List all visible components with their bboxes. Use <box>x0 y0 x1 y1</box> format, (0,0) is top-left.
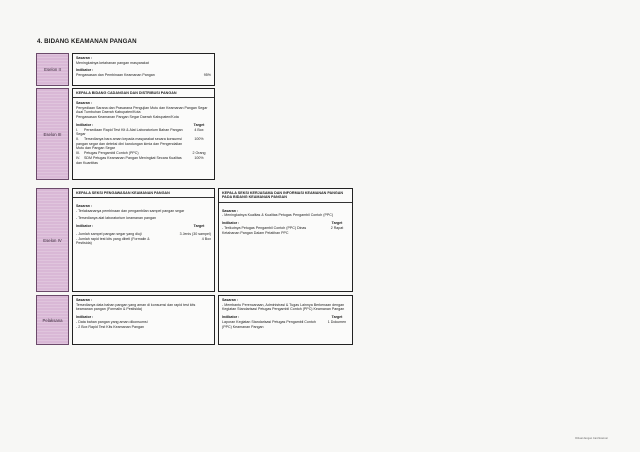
eselon-2-sasaran: Meningkatnya ketahanan pangan masyarakat <box>76 60 149 65</box>
eselon-4-left-ind-2-target: 4 Box <box>201 236 211 241</box>
eselon-3-indikator-label: Indikator : <box>76 122 94 127</box>
label-eselon-2 <box>36 53 69 86</box>
eselon-4-left-target-label: Target <box>193 224 205 229</box>
pelaksana-left-ind-1: - Data bahan pangan yang aman dikonsumsi <box>76 319 148 324</box>
eselon-3-target-label: Target <box>193 122 205 127</box>
label-eselon-4 <box>36 188 69 292</box>
eselon-3-item: III. Petugas Pengambil Contoh (PPC) 2 Orang <box>76 151 206 156</box>
pelaksana-right-sasaran-label: Sasaran : <box>222 298 239 302</box>
eselon-3-sasaran-1: Penyediaan Sarana dan Prasarana Pengujian Mutu dan Keamanan Pangan Segar Asal Tumbuhan Daerah Kabupaten/Kota <box>76 105 208 115</box>
eselon-4-left-ind-2: - Jumlah rapid test kits yang dibeli (Formalin & Pestisida) <box>76 236 150 246</box>
label-eselon-2-text: Eselon II <box>44 67 61 72</box>
eselon-3-sasaran-label: Sasaran : <box>76 100 93 105</box>
eselon-4-left-header: KEPALA SEKSI PENGAWASAN KEAMANAN PANGAN <box>73 191 214 198</box>
scanner-footer-note: Dibuat dengan CamScanner <box>575 437 608 440</box>
pelaksana-left-sasaran-1: Tersedianya data bahan pangan yang aman di konsumsi dan rapid test kits keamanan pangan (Formalin & Pestisida) <box>76 302 196 312</box>
eselon-2-indikator-label: Indikator : <box>76 68 94 73</box>
label-eselon-4-text: Eselon IV <box>43 237 62 243</box>
eselon-3-item: I. Persediaan Rapid Test Kit & Alat Laboratorium Bahan Pangan Segar 4 Box <box>76 127 204 137</box>
eselon-2-indikator-target: 95% <box>203 73 211 78</box>
pelaksana-left-ind-2: - 2 Box Rapid Test Kits Keamanan Pangan <box>76 324 145 329</box>
pelaksana-right-target-label: Target <box>331 315 343 320</box>
label-pelaksana <box>36 295 69 345</box>
eselon-3-item: II. Tersedianya bara aman kepada masyarakat secara konsumsi pangan segar dan deteksi dini kandungan kimia dan Pengendalian Mutu dan Pangan Segar 100% <box>76 137 204 151</box>
eselon-4-right-header: KEPALA SEKSI KERJASAMA DAN INFORMASI KEAMANAN PANGAN PADA BIDANG KEAMANAN PANGAN <box>219 191 352 203</box>
eselon-4-right-target-label: Target <box>331 221 343 226</box>
pelaksana-right-box <box>218 295 353 345</box>
pelaksana-left-indikator-label: Indikator : <box>76 315 94 320</box>
eselon-4-right-sasaran-label: Sasaran : <box>222 208 239 213</box>
eselon-4-right-box <box>218 188 353 292</box>
eselon-4-left-box <box>72 188 215 292</box>
pelaksana-right-ind-1-target: 1 Dokumen <box>327 319 347 324</box>
eselon-4-left-ind-1-target: 3 Jenis (30 sampel) <box>179 231 211 236</box>
eselon-2-box <box>72 53 215 86</box>
eselon-3-header: KEPALA BIDANG CADANGAN DAN DISTRIBUSI PANGAN <box>73 91 214 98</box>
eselon-4-left-sasaran-label: Sasaran : <box>76 203 93 208</box>
pelaksana-left-box <box>72 295 215 345</box>
label-eselon-3 <box>36 88 69 180</box>
eselon-4-right-indikator-label: Indikator : <box>222 221 240 226</box>
pelaksana-right-sasaran-1: - Membantu Perencanaan, Administrasi & Tugas Lainnya Berkenaan dengan Kegiatan Standarisasi Petugas Pengambil Contoh (PPC) Keamanan Pangan <box>222 302 345 312</box>
eselon-4-left-ind-1: - Jumlah sampel pangan segar yang diuji <box>76 231 142 236</box>
eselon-4-right-sasaran-1: - Meningkatnya Kualitas & Kualitas Petugas Pengambil Contoh (PPC) <box>222 213 334 218</box>
eselon-4-left-sasaran-1: - Terlaksananya pembinaan dan pengambilan sampel pangan segar <box>76 208 185 213</box>
eselon-4-left-indikator-label: Indikator : <box>76 224 94 229</box>
eselon-3-item: IV. SDM Petugas Keamanan Pangan Meningkat Secara Kualitas dan Kuantitas 100% <box>76 155 204 165</box>
eselon-3-box <box>72 88 215 180</box>
pelaksana-right-ind-1: Laporan Kegiatan Standarisasi Petugas Pengambil Contoh (PPC) Keamanan Pangan <box>222 319 316 329</box>
eselon-2-indikator: Pengawasan dan Pembinaan Keamanan Pangan <box>76 73 155 78</box>
eselon-2-sasaran-label: Sasaran : <box>76 56 93 60</box>
page-title: 4. BIDANG KEAMANAN PANGAN <box>37 38 137 45</box>
label-eselon-3-text: Eselon III <box>43 131 62 137</box>
eselon-3-sasaran-2: Pengawasan Keamanan Pangan Segar Daerah Kabupaten/Kota <box>76 115 179 120</box>
label-pelaksana-text: Pelaksana <box>42 317 63 323</box>
eselon-4-right-ind-1-target: 2 Rapat <box>330 225 344 230</box>
pelaksana-left-sasaran-label: Sasaran : <box>76 298 93 302</box>
eselon-4-left-sasaran-2: - Tersedianya alat laboratorium keamanan pangan <box>76 216 157 221</box>
pelaksana-right-indikator-label: Indikator : <box>222 315 240 320</box>
eselon-4-right-ind-1: - Terikutnya Petugas Pengambil Contoh (PPC) Dinas Ketahanan Pangan Dalam Pelatihan PPC <box>222 225 307 235</box>
